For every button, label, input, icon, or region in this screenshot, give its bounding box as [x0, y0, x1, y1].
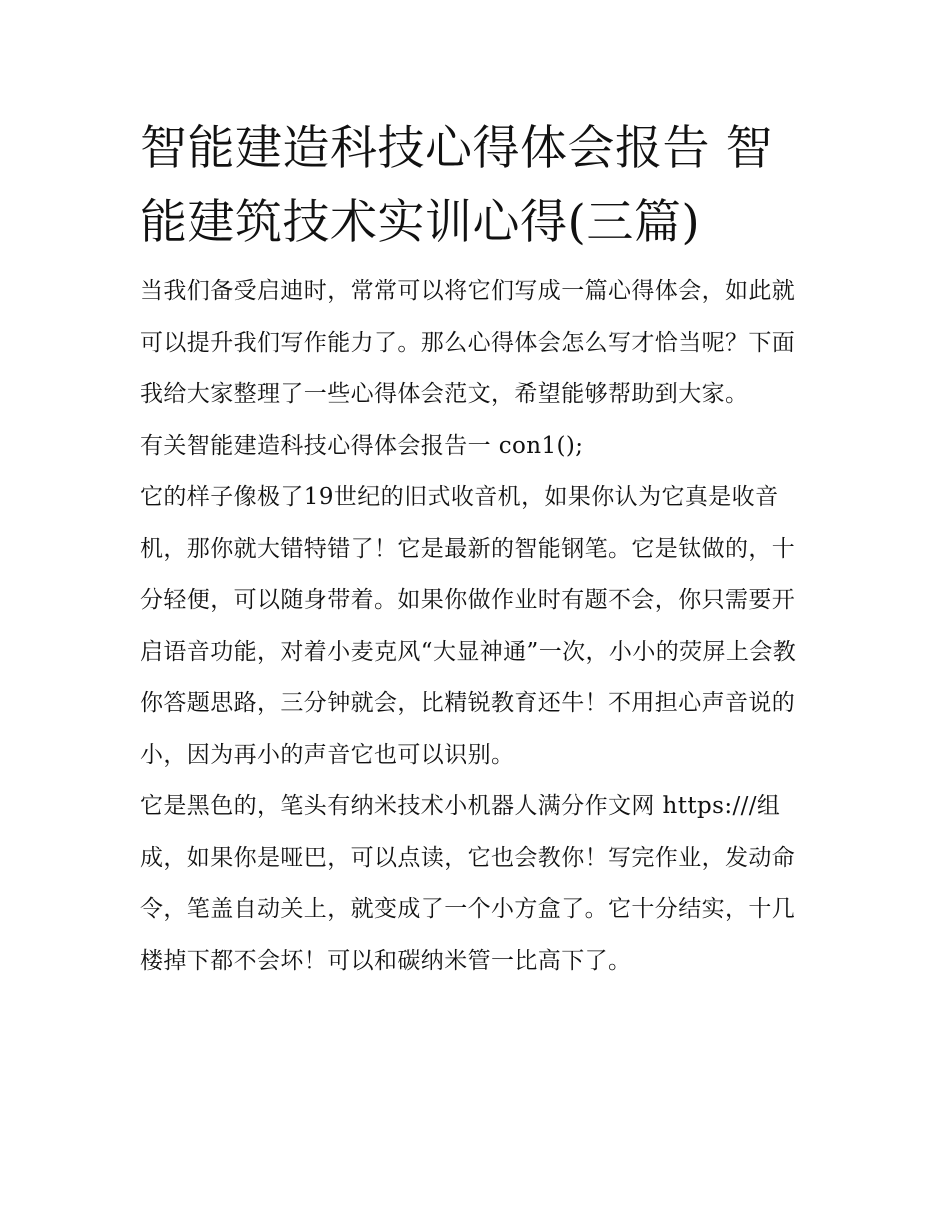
document-title: 智能建造科技心得体会报告 智能建筑技术实训心得(三篇): [140, 121, 773, 250]
document-body: [140, 112, 816, 987]
paragraph-section-heading: 有关智能建造科技心得体会报告一 con1();: [140, 432, 584, 459]
paragraph-pen-features: 它是黑色的，笔头有纳米技术小机器人满分作文网 https:///组成，如果你是哑巴，可以点读，它也会教你！写完作业，发动命令，笔盖自动关上，就变成了一个小方盒了。它十分结实，十几楼掉下都不会坏！可以和碳纳米管一比高下了。: [140, 793, 796, 974]
paragraph-intro: 当我们备受启迪时，常常可以将它们写成一篇心得体会，如此就可以提升我们写作能力了。那么心得体会怎么写才恰当呢？下面我给大家整理了一些心得体会范文，希望能够帮助到大家。: [140, 278, 796, 407]
paragraph-pen-description: 它的样子像极了19世纪的旧式收音机，如果你认为它真是收音机，那你就大错特错了！它是最新的智能钢笔。它是钛做的，十分轻便，可以随身带着。如果你做作业时有题不会，你只需要开启语音功能，对着小麦克风“大显神通”一次，小小的荧屏上会教你答题思路，三分钟就会，比精锐教育还牛！不用担心声音说的小，因为再小的声音它也可以识别。: [140, 484, 797, 768]
